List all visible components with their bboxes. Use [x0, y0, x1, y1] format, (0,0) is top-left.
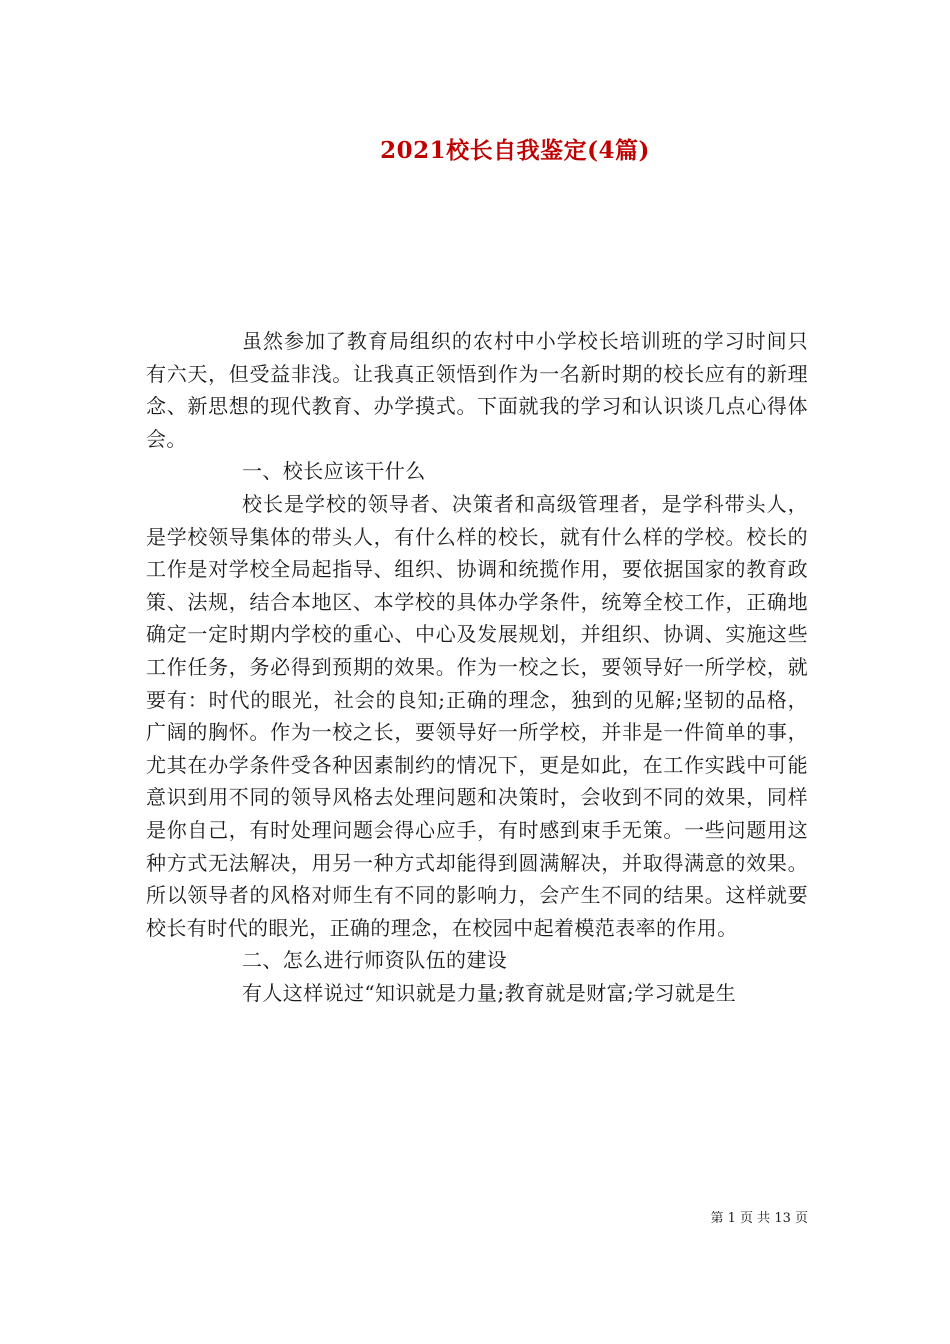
document-body: [146, 325, 808, 1009]
section-heading-1: 一、校长应该干什么: [242, 459, 426, 484]
paragraph-section-2: 有人这样说过“知识就是力量;教育就是财富;学习就是生: [242, 980, 737, 1005]
paragraph-section-1: 校长是学校的领导者、决策者和高级管理者，是学科带头人，是学校领导集体的带头人，有什么样的校长，就有什么样的学校。校长的工作是对学校全局起指导、组织、协调和统揽作用，要依据国家的教育政策、法规，结合本地区、本学校的具体办学条件，统筹全校工作，正确地确定一定时期内学校的重心、中心及发展规划，并组织、协调、实施这些工作任务，务必得到预期的效果。作为一校之长，要领导好一所学校，就要有：时代的眼光，社会的良知;正确的理念，独到的见解;坚韧的品格，广阔的胸怀。作为一校之长，要领导好一所学校，并非是一件简单的事，尤其在办学条件受各种因素制约的情况下，更是如此，在工作实践中可能意识到用不同的领导风格去处理问题和决策时，会收到不同的效果，同样是你自己，有时处理问题会得心应手，有时感到束手无策。一些问题用这种方式无法解决，用另一种方式却能得到圆满解决，并取得满意的效果。所以领导者的风格对师生有不同的影响力，会产生不同的结果。这样就要校长有时代的眼光，正确的理念，在校园中起着模范表率的作用。: [146, 491, 808, 940]
document-title: 2021校长自我鉴定(4篇): [380, 137, 650, 164]
section-heading-2: 二、怎么进行师资队伍的建设: [242, 948, 508, 973]
page-number-footer: 第 1 页 共 13 页: [710, 1211, 808, 1226]
paragraph-intro: 虽然参加了教育局组织的农村中小学校长培训班的学习时间只有六天，但受益非浅。让我真正领悟到作为一名新时期的校长应有的新理念、新思想的现代教育、办学摸式。下面就我的学习和认识谈几点心得体会。: [146, 329, 808, 451]
